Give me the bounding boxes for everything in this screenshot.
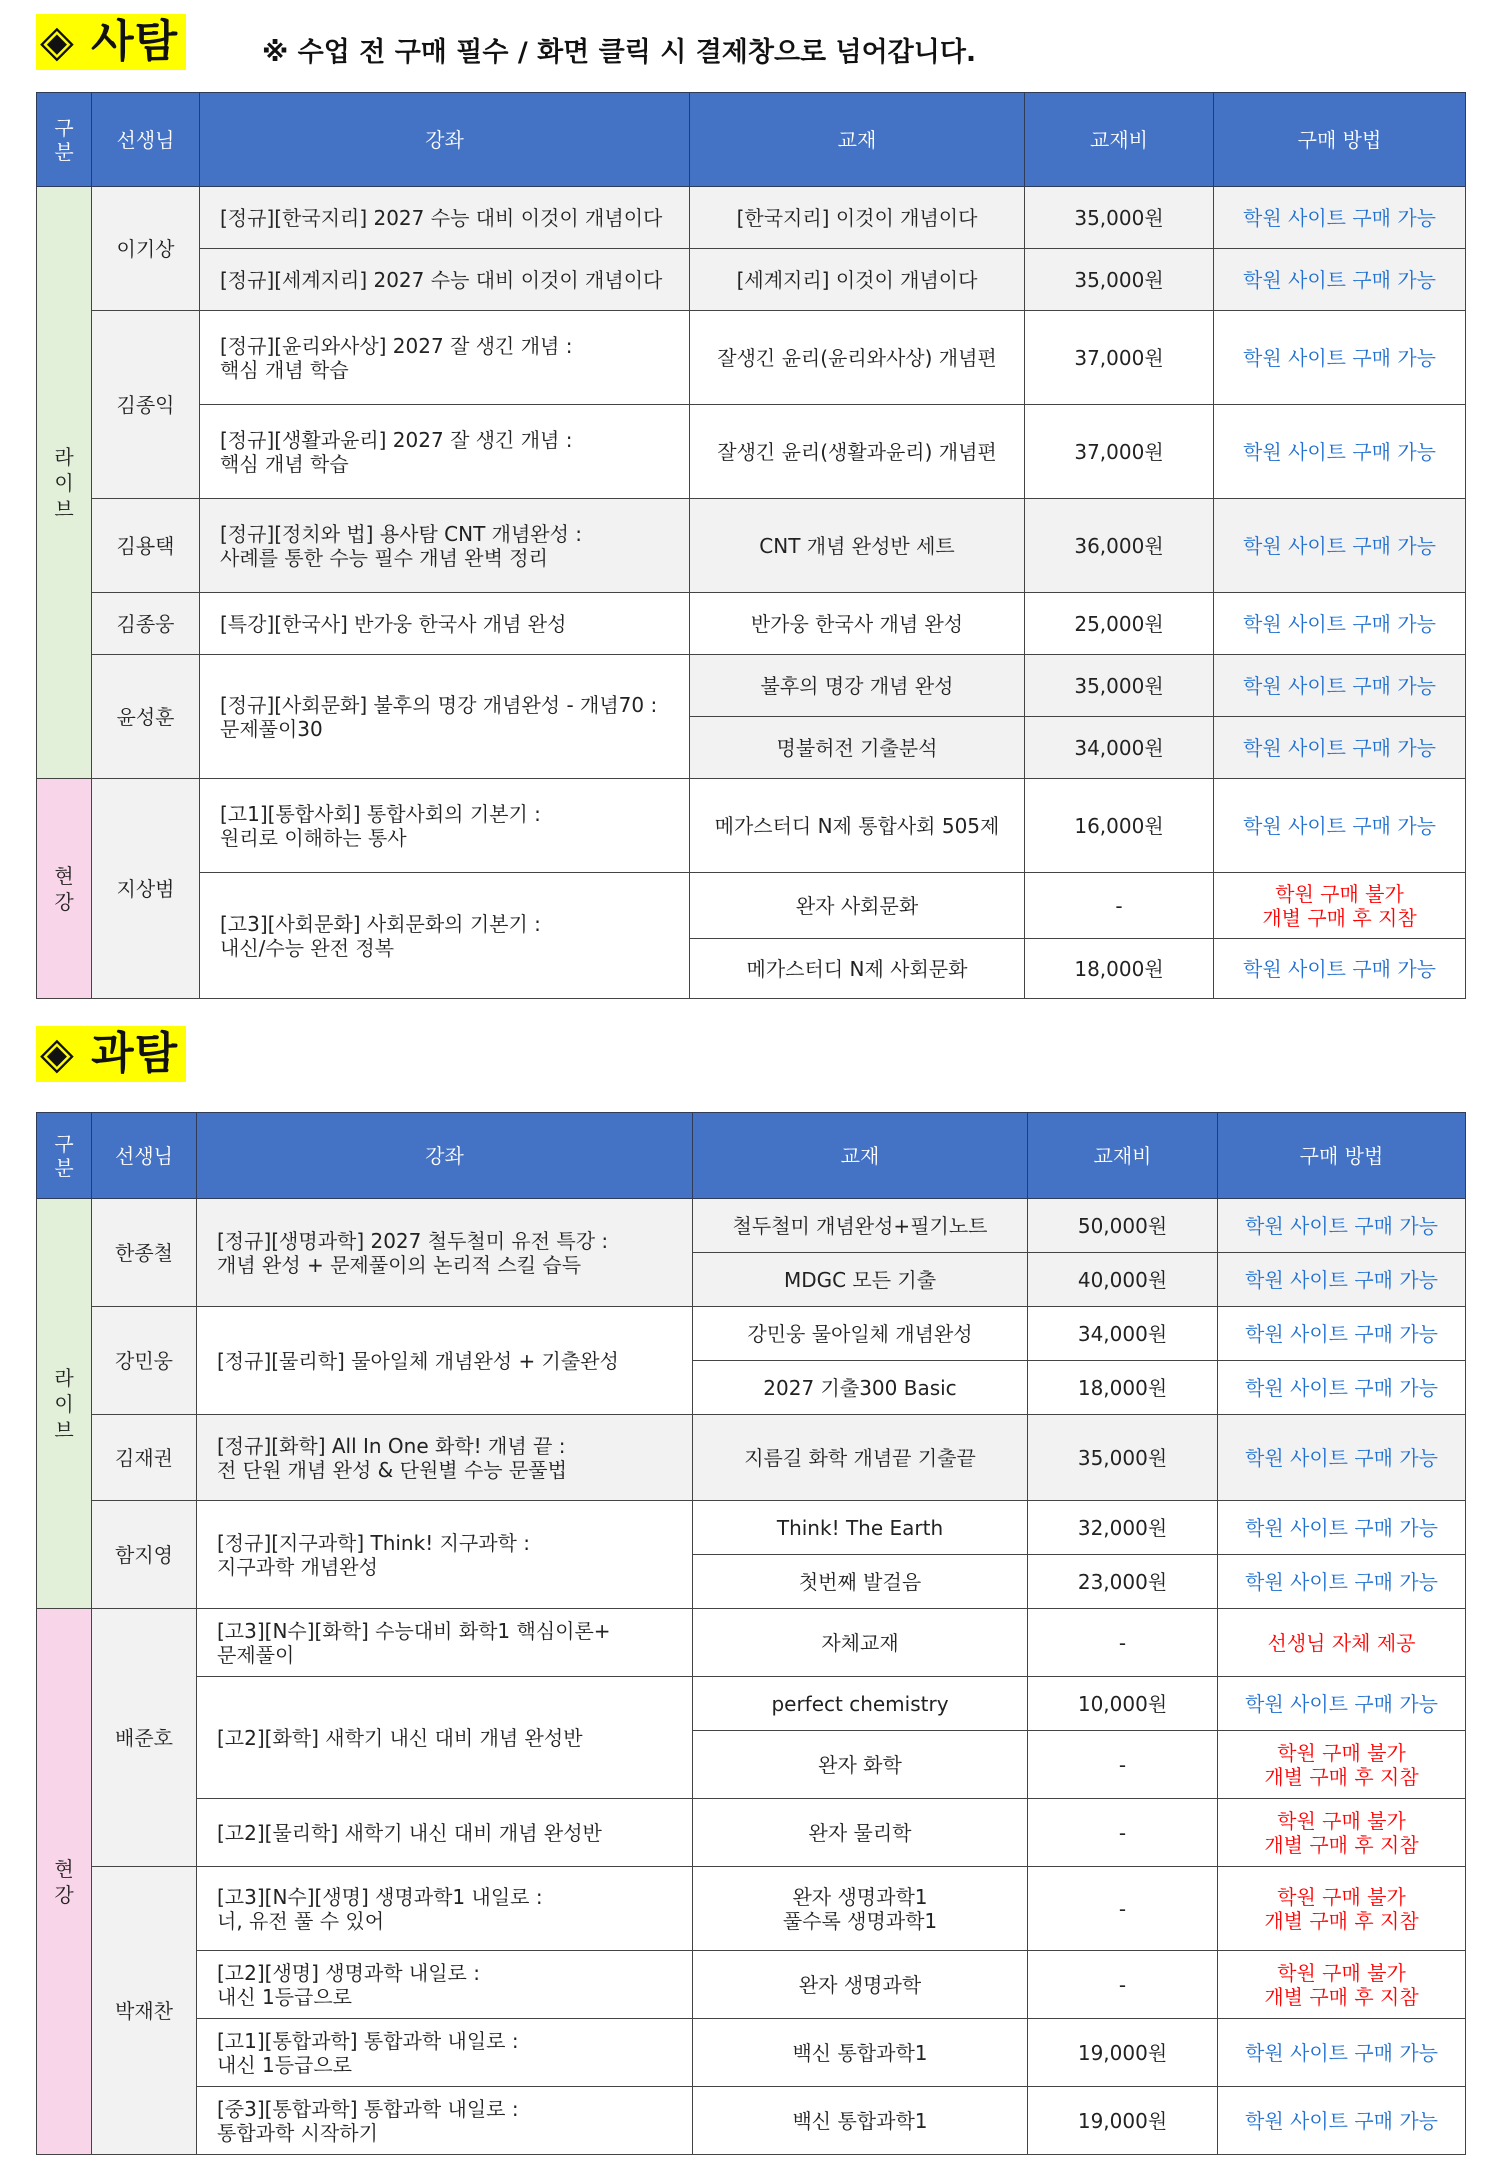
header-category: 구분 xyxy=(37,93,92,187)
header-book: 교재 xyxy=(690,93,1025,187)
price-cell: 35,000원 xyxy=(1025,249,1214,311)
book-cell[interactable]: 완자 물리학 xyxy=(693,1799,1028,1867)
book-cell[interactable]: 철두철미 개념완성+필기노트 xyxy=(693,1199,1028,1253)
course-cell[interactable]: [정규][윤리와사상] 2027 잘 생긴 개념 : 핵심 개념 학습 xyxy=(200,311,690,405)
book-cell[interactable]: MDGC 모든 기출 xyxy=(693,1253,1028,1307)
purchase-method-note: 학원 구매 불가 개별 구매 후 지참 xyxy=(1218,1799,1466,1867)
social-table xyxy=(36,92,1466,999)
book-cell[interactable]: 메가스터디 N제 통합사회 505제 xyxy=(690,779,1025,873)
table-header xyxy=(37,93,1466,187)
section-title-social xyxy=(36,14,186,70)
price-cell: - xyxy=(1025,873,1214,939)
purchase-method-link[interactable]: 학원 사이트 구매 가능 xyxy=(1218,1199,1466,1253)
purchase-method-link[interactable]: 학원 사이트 구매 가능 xyxy=(1218,2019,1466,2087)
table-row xyxy=(37,1501,1466,1555)
category-live: 라이브 xyxy=(37,187,92,779)
purchase-method-link[interactable]: 학원 사이트 구매 가능 xyxy=(1214,655,1466,717)
price-cell: 36,000원 xyxy=(1025,499,1214,593)
book-cell[interactable]: perfect chemistry xyxy=(693,1677,1028,1731)
table-row xyxy=(37,1677,1466,1731)
book-cell[interactable]: 2027 기출300 Basic xyxy=(693,1361,1028,1415)
course-cell[interactable]: [정규][물리학] 물아일체 개념완성 + 기출완성 xyxy=(197,1307,693,1415)
table-row xyxy=(37,1609,1466,1677)
course-cell[interactable]: [특강][한국사] 반가웅 한국사 개념 완성 xyxy=(200,593,690,655)
header-book: 교재 xyxy=(693,1113,1028,1199)
table-row xyxy=(37,1867,1466,1951)
header-price: 교재비 xyxy=(1028,1113,1218,1199)
price-cell: 10,000원 xyxy=(1028,1677,1218,1731)
table-row xyxy=(37,655,1466,717)
price-cell: - xyxy=(1028,1867,1218,1951)
purchase-method-note: 학원 구매 불가 개별 구매 후 지참 xyxy=(1214,873,1466,939)
science-table xyxy=(36,1112,1466,2155)
price-cell: 18,000원 xyxy=(1025,939,1214,999)
header-method: 구매 방법 xyxy=(1214,93,1466,187)
course-cell[interactable]: [고3][N수][생명] 생명과학1 내일로 : 너, 유전 풀 수 있어 xyxy=(197,1867,693,1951)
table-row xyxy=(37,2087,1466,2155)
course-cell[interactable]: [고2][생명] 생명과학 내일로 : 내신 1등급으로 xyxy=(197,1951,693,2019)
course-cell[interactable]: [고2][물리학] 새학기 내신 대비 개념 완성반 xyxy=(197,1799,693,1867)
table-row xyxy=(37,1951,1466,2019)
price-cell: 37,000원 xyxy=(1025,311,1214,405)
teacher-cell: 함지영 xyxy=(92,1501,197,1609)
book-cell[interactable]: 자체교재 xyxy=(693,1609,1028,1677)
price-cell: - xyxy=(1028,1951,1218,2019)
price-cell: 35,000원 xyxy=(1028,1415,1218,1501)
price-cell: 40,000원 xyxy=(1028,1253,1218,1307)
teacher-cell: 지상범 xyxy=(92,779,200,999)
book-cell[interactable]: 강민웅 물아일체 개념완성 xyxy=(693,1307,1028,1361)
price-cell: 18,000원 xyxy=(1028,1361,1218,1415)
course-cell[interactable]: [고1][통합사회] 통합사회의 기본기 : 원리로 이해하는 통사 xyxy=(200,779,690,873)
course-cell[interactable]: [정규][정치와 법] 용사탐 CNT 개념완성 : 사례를 통한 수능 필수 개념 완벽 정리 xyxy=(200,499,690,593)
book-cell[interactable]: 명불허전 기출분석 xyxy=(690,717,1025,779)
purchase-method-note: 학원 구매 불가 개별 구매 후 지참 xyxy=(1218,1731,1466,1799)
book-cell[interactable]: 잘생긴 윤리(윤리와사상) 개념편 xyxy=(690,311,1025,405)
table-row xyxy=(37,1415,1466,1501)
purchase-method-link[interactable]: 학원 사이트 구매 가능 xyxy=(1218,1307,1466,1361)
teacher-cell: 강민웅 xyxy=(92,1307,197,1415)
table-row xyxy=(37,249,1466,311)
book-cell[interactable]: 완자 생명과학1 풀수록 생명과학1 xyxy=(693,1867,1028,1951)
course-cell[interactable]: [정규][생활과윤리] 2027 잘 생긴 개념 : 핵심 개념 학습 xyxy=(200,405,690,499)
teacher-cell: 이기상 xyxy=(92,187,200,311)
course-cell[interactable]: [정규][세계지리] 2027 수능 대비 이것이 개념이다 xyxy=(200,249,690,311)
course-cell[interactable]: [중3][통합과학] 통합과학 내일로 : 통합과학 시작하기 xyxy=(197,2087,693,2155)
teacher-cell: 배준호 xyxy=(92,1609,197,1867)
table-row xyxy=(37,405,1466,499)
book-cell[interactable]: 완자 사회문화 xyxy=(690,873,1025,939)
teacher-cell: 김용택 xyxy=(92,499,200,593)
teacher-cell: 김종익 xyxy=(92,311,200,499)
category-live: 라이브 xyxy=(37,1199,92,1609)
book-cell[interactable]: [세계지리] 이것이 개념이다 xyxy=(690,249,1025,311)
book-cell[interactable]: 첫번째 발걸음 xyxy=(693,1555,1028,1609)
price-cell: - xyxy=(1028,1609,1218,1677)
category-offline: 현강 xyxy=(37,779,92,999)
course-cell[interactable]: [정규][지구과학] Think! 지구과학 : 지구과학 개념완성 xyxy=(197,1501,693,1609)
header-teacher: 선생님 xyxy=(92,1113,197,1199)
book-cell[interactable]: 반가웅 한국사 개념 완성 xyxy=(690,593,1025,655)
course-cell[interactable]: [정규][한국지리] 2027 수능 대비 이것이 개념이다 xyxy=(200,187,690,249)
purchase-method-link[interactable]: 학원 사이트 구매 가능 xyxy=(1214,405,1466,499)
teacher-cell: 김종웅 xyxy=(92,593,200,655)
purchase-method-link[interactable]: 학원 사이트 구매 가능 xyxy=(1214,311,1466,405)
purchase-method-link[interactable]: 학원 사이트 구매 가능 xyxy=(1218,1415,1466,1501)
course-cell[interactable]: [정규][생명과학] 2027 철두철미 유전 특강 : 개념 완성 + 문제풀이의 논리적 스킬 습득 xyxy=(197,1199,693,1307)
course-cell[interactable]: [정규][화학] All In One 화학! 개념 끝 : 전 단원 개념 완성 & 단원별 수능 문풀법 xyxy=(197,1415,693,1501)
book-cell[interactable]: [한국지리] 이것이 개념이다 xyxy=(690,187,1025,249)
header-course: 강좌 xyxy=(200,93,690,187)
book-cell[interactable]: 백신 통합과학1 xyxy=(693,2087,1028,2155)
table-row xyxy=(37,2019,1466,2087)
purchase-method-link[interactable]: 학원 사이트 구매 가능 xyxy=(1214,249,1466,311)
table-row xyxy=(37,779,1466,873)
purchase-method-link[interactable]: 학원 사이트 구매 가능 xyxy=(1218,1677,1466,1731)
purchase-method-link[interactable]: 학원 사이트 구매 가능 xyxy=(1214,939,1466,999)
table-row xyxy=(37,1199,1466,1253)
table-row xyxy=(37,499,1466,593)
purchase-method-link[interactable]: 학원 사이트 구매 가능 xyxy=(1214,593,1466,655)
header-category: 구분 xyxy=(37,1113,92,1199)
book-cell[interactable]: 잘생긴 윤리(생활과윤리) 개념편 xyxy=(690,405,1025,499)
purchase-method-link[interactable]: 학원 사이트 구매 가능 xyxy=(1218,1253,1466,1307)
section-title-science xyxy=(36,1026,186,1082)
purchase-method-link[interactable]: 학원 사이트 구매 가능 xyxy=(1214,779,1466,873)
price-cell: 50,000원 xyxy=(1028,1199,1218,1253)
book-cell[interactable]: Think! The Earth xyxy=(693,1501,1028,1555)
header-teacher: 선생님 xyxy=(92,93,200,187)
price-cell: 35,000원 xyxy=(1025,655,1214,717)
book-cell[interactable]: 완자 화학 xyxy=(693,1731,1028,1799)
course-cell[interactable]: [고2][화학] 새학기 내신 대비 개념 완성반 xyxy=(197,1677,693,1799)
price-cell: - xyxy=(1028,1799,1218,1867)
price-cell: 16,000원 xyxy=(1025,779,1214,873)
course-cell[interactable]: [고3][N수][화학] 수능대비 화학1 핵심이론+ 문제풀이 xyxy=(197,1609,693,1677)
book-cell[interactable]: 백신 통합과학1 xyxy=(693,2019,1028,2087)
purchase-method-note: 학원 구매 불가 개별 구매 후 지참 xyxy=(1218,1867,1466,1951)
table-row xyxy=(37,873,1466,939)
purchase-method-link[interactable]: 학원 사이트 구매 가능 xyxy=(1218,2087,1466,2155)
book-cell[interactable]: 불후의 명강 개념 완성 xyxy=(690,655,1025,717)
header-course: 강좌 xyxy=(197,1113,693,1199)
course-cell[interactable]: [고3][사회문화] 사회문화의 기본기 : 내신/수능 완전 정복 xyxy=(200,873,690,999)
purchase-method-note: 학원 구매 불가 개별 구매 후 지참 xyxy=(1218,1951,1466,2019)
price-cell: 37,000원 xyxy=(1025,405,1214,499)
price-cell: - xyxy=(1028,1731,1218,1799)
teacher-cell: 박재찬 xyxy=(92,1867,197,2155)
purchase-method-note: 선생님 자체 제공 xyxy=(1218,1609,1466,1677)
social-tag: ◈ 사탐 xyxy=(36,14,186,70)
table-row xyxy=(37,187,1466,249)
course-cell[interactable]: [고1][통합과학] 통합과학 내일로 : 내신 1등급으로 xyxy=(197,2019,693,2087)
price-cell: 19,000원 xyxy=(1028,2087,1218,2155)
book-cell[interactable]: CNT 개념 완성반 세트 xyxy=(690,499,1025,593)
price-cell: 34,000원 xyxy=(1025,717,1214,779)
purchase-method-link[interactable]: 학원 사이트 구매 가능 xyxy=(1214,717,1466,779)
purchase-method-link[interactable]: 학원 사이트 구매 가능 xyxy=(1214,499,1466,593)
header-price: 교재비 xyxy=(1025,93,1214,187)
price-cell: 19,000원 xyxy=(1028,2019,1218,2087)
teacher-cell: 한종철 xyxy=(92,1199,197,1307)
purchase-method-link[interactable]: 학원 사이트 구매 가능 xyxy=(1218,1361,1466,1415)
price-cell: 23,000원 xyxy=(1028,1555,1218,1609)
book-cell[interactable]: 완자 생명과학 xyxy=(693,1951,1028,2019)
purchase-notice: ※ 수업 전 구매 필수 / 화면 클릭 시 결제창으로 넘어갑니다. xyxy=(262,37,977,68)
table-row xyxy=(37,1307,1466,1361)
price-cell: 34,000원 xyxy=(1028,1307,1218,1361)
price-cell: 35,000원 xyxy=(1025,187,1214,249)
course-cell[interactable]: [정규][사회문화] 불후의 명강 개념완성 - 개념70 : 문제풀이30 xyxy=(200,655,690,779)
header-method: 구매 방법 xyxy=(1218,1113,1466,1199)
purchase-method-link[interactable]: 학원 사이트 구매 가능 xyxy=(1218,1501,1466,1555)
science-tag: ◈ 과탐 xyxy=(36,1026,186,1082)
category-offline: 현강 xyxy=(37,1609,92,2155)
table-row xyxy=(37,1799,1466,1867)
purchase-method-link[interactable]: 학원 사이트 구매 가능 xyxy=(1214,187,1466,249)
price-cell: 32,000원 xyxy=(1028,1501,1218,1555)
table-row xyxy=(37,311,1466,405)
teacher-cell: 윤성훈 xyxy=(92,655,200,779)
purchase-method-link[interactable]: 학원 사이트 구매 가능 xyxy=(1218,1555,1466,1609)
price-cell: 25,000원 xyxy=(1025,593,1214,655)
book-cell[interactable]: 지름길 화학 개념끝 기출끝 xyxy=(693,1415,1028,1501)
teacher-cell: 김재권 xyxy=(92,1415,197,1501)
table-header xyxy=(37,1113,1466,1199)
table-row xyxy=(37,593,1466,655)
book-cell[interactable]: 메가스터디 N제 사회문화 xyxy=(690,939,1025,999)
